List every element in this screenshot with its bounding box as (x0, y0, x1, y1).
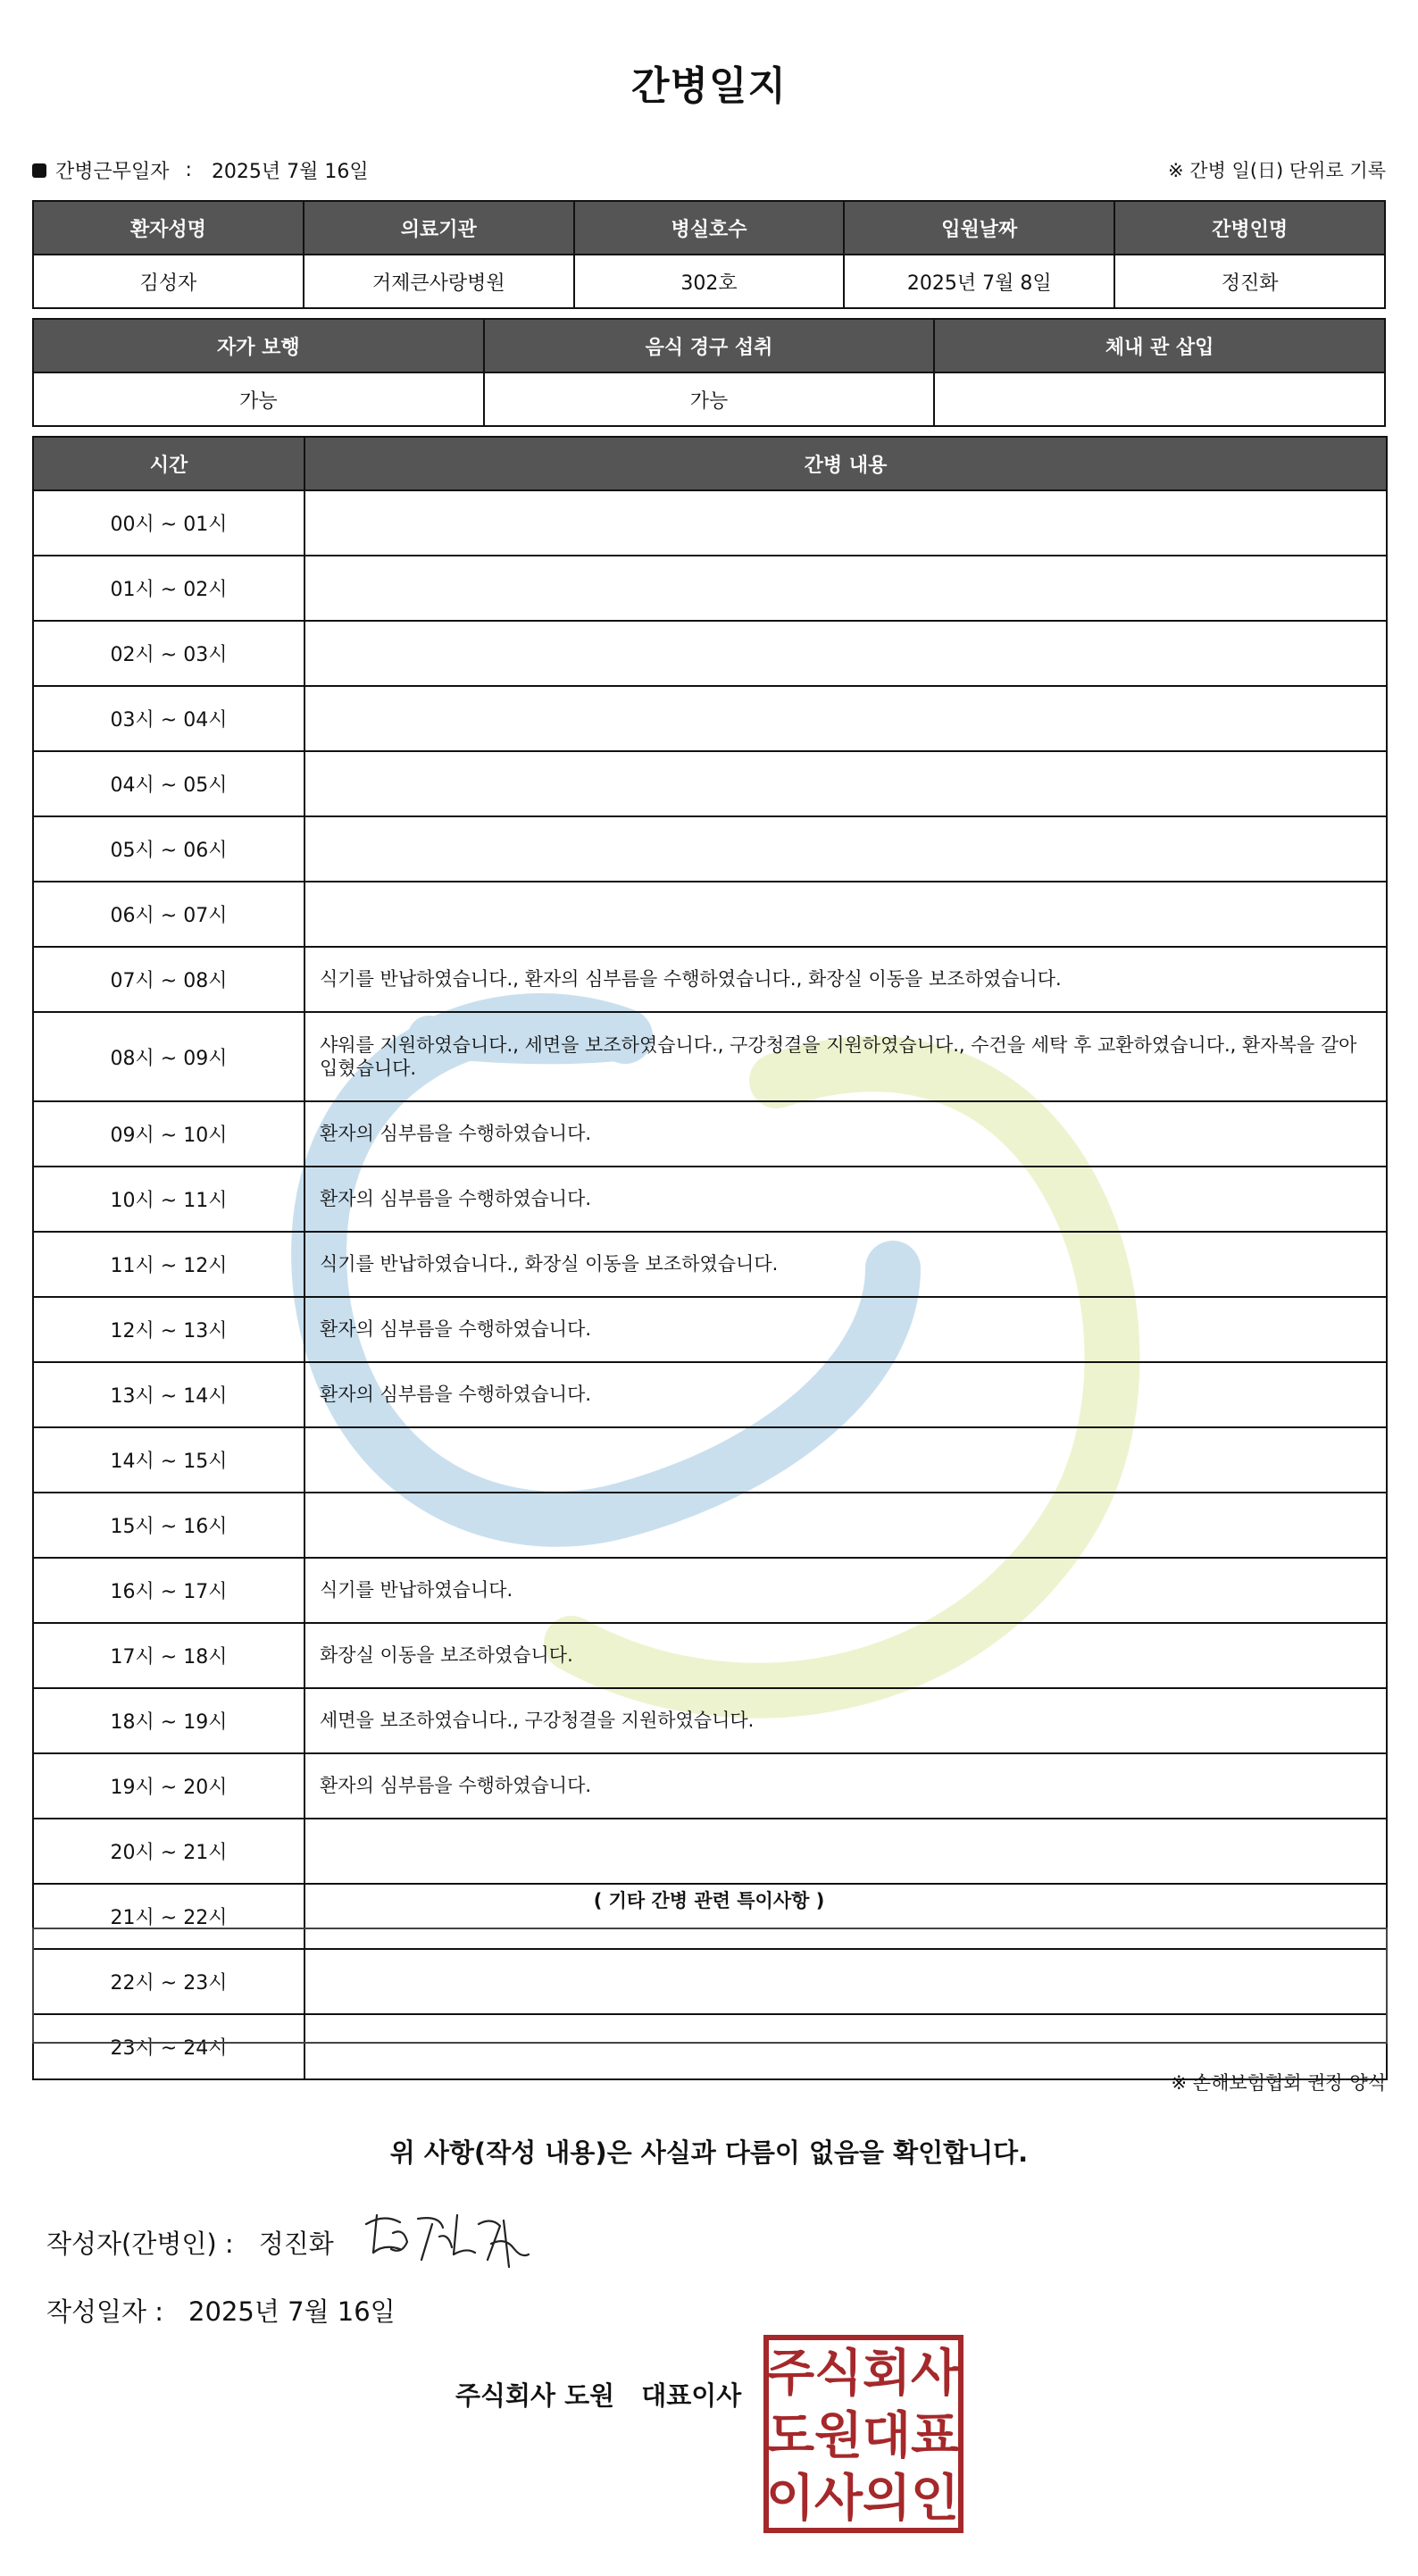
care-log-time: 04시 ~ 05시 (33, 751, 304, 816)
document-title: 간병일지 (630, 63, 787, 109)
care-log-content (304, 1493, 1387, 1558)
unit-note: ※ 간병 일(日) 단위로 기록 (1168, 160, 1386, 181)
seal-character: 이 (765, 2470, 815, 2528)
seal-character: 표 (910, 2407, 960, 2465)
care-log-content: 식기를 반납하였습니다., 화장실 이동을 보조하였습니다. (304, 1232, 1387, 1297)
care-log-row (33, 1623, 1387, 1688)
care-log-time: 12시 ~ 13시 (33, 1297, 304, 1362)
care-log-row (33, 621, 1387, 686)
care-log-content (304, 490, 1387, 556)
care-log-content (304, 882, 1387, 947)
care-log-row (33, 1688, 1387, 1753)
company-seal-stamp (763, 2335, 963, 2533)
care-log-row (33, 1558, 1387, 1623)
patient-ability-table (32, 318, 1386, 427)
ability-header-row (33, 319, 1385, 372)
care-log-content: 식기를 반납하였습니다., 환자의 심부름을 수행하였습니다., 화장실 이동을 보조하였습니다. (304, 947, 1387, 1012)
care-log-content: 환자의 심부름을 수행하였습니다. (304, 1297, 1387, 1362)
header-oral-intake: 음식 경구 섭취 (484, 319, 935, 372)
writer-name: 정진화 (258, 2229, 334, 2259)
work-date (32, 156, 369, 184)
header-admission-date: 입원날짜 (844, 201, 1114, 255)
hospital-name: 거제큰사랑병원 (304, 255, 574, 308)
work-date-value: 2025년 7월 16일 (211, 161, 369, 183)
care-log-time: 22시 ~ 23시 (33, 1949, 304, 2014)
seal-character: 주 (765, 2345, 815, 2403)
care-log-content: 환자의 심부름을 수행하였습니다. (304, 1101, 1387, 1167)
care-log-time: 00시 ~ 01시 (33, 490, 304, 556)
confirmation-statement: 위 사항(작성 내용)은 사실과 다름이 없음을 확인합니다. (389, 2137, 1029, 2168)
care-log-row (33, 1167, 1387, 1232)
care-log-row (33, 816, 1387, 882)
seal-character: 식 (813, 2345, 863, 2403)
special-notes-title: ( 기타 간병 관련 특이사항 ) (593, 1890, 825, 1911)
care-log-time: 18시 ~ 19시 (33, 1688, 304, 1753)
care-log-time: 19시 ~ 20시 (33, 1753, 304, 1819)
care-log-row (33, 1232, 1387, 1297)
ability-value-row (33, 372, 1385, 426)
care-log-time: 17시 ~ 18시 (33, 1623, 304, 1688)
header-tube-insertion: 체내 관 삽입 (934, 319, 1385, 372)
care-log-content (304, 1819, 1387, 1884)
writer-label: 작성자(간병인) : (46, 2229, 234, 2259)
care-log-content (304, 751, 1387, 816)
care-log-time: 13시 ~ 14시 (33, 1362, 304, 1427)
care-log-time: 10시 ~ 11시 (33, 1167, 304, 1232)
care-log-row (33, 1427, 1387, 1493)
patient-info-table (32, 200, 1386, 309)
care-log-content (304, 1427, 1387, 1493)
room-number: 302호 (574, 255, 845, 308)
care-log-row (33, 947, 1387, 1012)
seal-character: 인 (910, 2470, 960, 2528)
care-log-row (33, 1101, 1387, 1167)
care-log-time: 14시 ~ 15시 (33, 1427, 304, 1493)
work-date-colon: : (185, 159, 192, 181)
header-care-content: 간병 내용 (304, 437, 1387, 490)
patient-name: 김성자 (33, 255, 304, 308)
care-log-row (33, 686, 1387, 751)
care-log-row (33, 1297, 1387, 1362)
write-date-value: 2025년 7월 16일 (188, 2296, 396, 2327)
ceo-label: 대표이사 (641, 2380, 742, 2411)
bullet-square-icon (32, 163, 46, 178)
caregiver-name: 정진화 (1114, 255, 1385, 308)
care-log-content (304, 686, 1387, 751)
admission-date: 2025년 7월 8일 (844, 255, 1114, 308)
care-log-time: 16시 ~ 17시 (33, 1558, 304, 1623)
care-log-body (33, 490, 1387, 2079)
care-log-time: 21시 ~ 22시 (33, 1884, 304, 1949)
seal-character: 회 (862, 2345, 912, 2403)
handwritten-signature (357, 2197, 536, 2278)
header-time: 시간 (33, 437, 304, 490)
care-log-header-row (33, 437, 1387, 490)
company-line (455, 2376, 741, 2413)
seal-character: 사 (910, 2345, 960, 2403)
care-log-time: 08시 ~ 09시 (33, 1012, 304, 1101)
care-log-time: 09시 ~ 10시 (33, 1101, 304, 1167)
seal-character: 의 (862, 2470, 912, 2528)
care-log-time: 03시 ~ 04시 (33, 686, 304, 751)
care-log-time: 05시 ~ 06시 (33, 816, 304, 882)
seal-character: 원 (813, 2407, 863, 2465)
seal-character: 사 (813, 2470, 863, 2528)
source-note: ※ 손해보험협회 권장 양식 (1171, 2072, 1386, 2094)
header-room: 병실호수 (574, 201, 845, 255)
writer-line (46, 2224, 334, 2261)
self-walking-value: 가능 (33, 372, 484, 426)
care-log-time: 07시 ~ 08시 (33, 947, 304, 1012)
care-log-row (33, 882, 1387, 947)
work-date-label: 간병근무일자 (55, 161, 170, 183)
write-date-label: 작성일자 : (46, 2296, 164, 2327)
care-log-row (33, 1493, 1387, 1558)
seal-character: 대 (862, 2407, 912, 2465)
care-log-row (33, 556, 1387, 621)
care-log-row (33, 490, 1387, 556)
care-log-content: 환자의 심부름을 수행하였습니다. (304, 1167, 1387, 1232)
header-patient-name: 환자성명 (33, 201, 304, 255)
company-name: 주식회사 도원 (455, 2380, 615, 2411)
tube-insertion-value (934, 372, 1385, 426)
seal-character: 도 (765, 2407, 815, 2465)
care-log-content (304, 556, 1387, 621)
oral-intake-value: 가능 (484, 372, 935, 426)
care-log-time: 02시 ~ 03시 (33, 621, 304, 686)
care-log-content: 세면을 보조하였습니다., 구강청결을 지원하였습니다. (304, 1688, 1387, 1753)
care-log-time: 06시 ~ 07시 (33, 882, 304, 947)
care-log-time: 15시 ~ 16시 (33, 1493, 304, 1558)
care-log-row (33, 1753, 1387, 1819)
header-hospital: 의료기관 (304, 201, 574, 255)
care-log-time: 23시 ~ 24시 (33, 2014, 304, 2079)
care-log-time: 20시 ~ 21시 (33, 1819, 304, 1884)
write-date-line (46, 2292, 396, 2329)
care-log-row (33, 1012, 1387, 1101)
care-log-row (33, 1362, 1387, 1427)
care-log-content: 환자의 심부름을 수행하였습니다. (304, 1753, 1387, 1819)
patient-info-header-row (33, 201, 1385, 255)
care-log-time: 01시 ~ 02시 (33, 556, 304, 621)
care-log-content: 화장실 이동을 보조하였습니다. (304, 1623, 1387, 1688)
patient-info-value-row (33, 255, 1385, 308)
care-log-table (32, 436, 1388, 2080)
care-log-time: 11시 ~ 12시 (33, 1232, 304, 1297)
special-notes-box (32, 1928, 1388, 2044)
header-caregiver: 간병인명 (1114, 201, 1385, 255)
care-log-row (33, 751, 1387, 816)
care-log-content (304, 816, 1387, 882)
care-log-content: 식기를 반납하였습니다. (304, 1558, 1387, 1623)
care-log-content: 환자의 심부름을 수행하였습니다. (304, 1362, 1387, 1427)
header-self-walking: 자가 보행 (33, 319, 484, 372)
care-log-row (33, 1819, 1387, 1884)
care-log-content: 샤워를 지원하였습니다., 세면을 보조하였습니다., 구강청결을 지원하였습니다., 수건을 세탁 후 교환하였습니다., 환자복을 갈아입혔습니다. (304, 1012, 1387, 1101)
care-log-content (304, 621, 1387, 686)
